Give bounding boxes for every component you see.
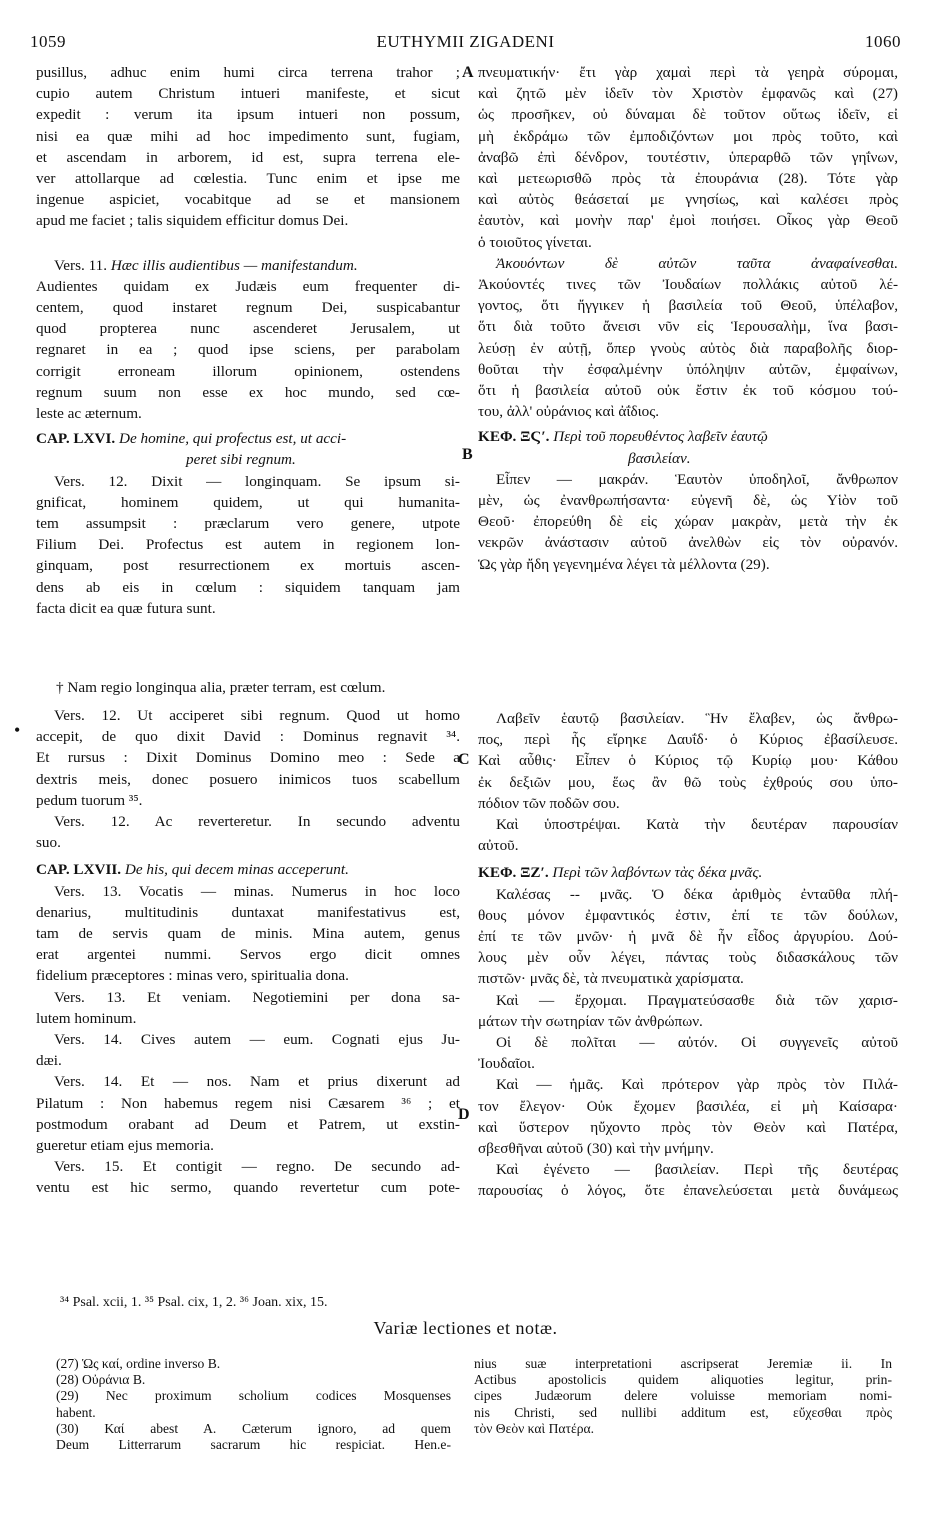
text-line: Θεοῦ· ἐπορεύθη δὲ εἰς χώραν μακρὰν, μετὰ τὴν ἐκ bbox=[478, 513, 898, 531]
note-line: habent. bbox=[56, 1404, 96, 1420]
text-line: Vers. 14. Cives autem — eum. Cognati ejus Ju- bbox=[54, 1031, 460, 1049]
text-line: Οἱ δὲ πολῖται — αὐτόν. Οἱ συγγενεῖς αὐτοῦ bbox=[496, 1034, 898, 1052]
text-line: Καὶ ὑποστρέψαι. Κατὰ τὴν δευτέραν παρουσίαν bbox=[496, 816, 898, 834]
text-line: facta dicit ea quæ futura sunt. bbox=[36, 599, 216, 617]
margin-marker-d: D bbox=[458, 1106, 470, 1123]
text-line: corrigit erroneam illorum opinionem, ostendens bbox=[36, 362, 460, 380]
text-line: πνευματικήν· ἔτι γὰρ χαμαὶ περὶ τὰ γεηρὰ σύρομαι, bbox=[478, 64, 898, 81]
margin-marker-a: A bbox=[462, 64, 474, 81]
text-line: Filium Dei. Profectus est autem in regionem lon- bbox=[36, 536, 460, 554]
text-line: postmodum orabant ad Deum et Patrem, ut exstin- bbox=[36, 1115, 460, 1133]
text-line: νεκρῶν ἀνάστασιν αὐτοῦ ἀνελθὼν εἰς τὸν οὐρανόν. bbox=[478, 534, 898, 552]
chapter-heading bbox=[36, 859, 460, 880]
latin-column bbox=[36, 62, 460, 619]
text-line: ἑαυτὸν, καὶ μονὴν παρ' ἐμοὶ ποιήσει. Οἶκος γὰρ Θεοῦ bbox=[478, 212, 898, 230]
text-line: μὲν, ὡς ἐνανθρωπήσαντα· εὐγενῆ δὲ, ὡς Υἱὸν τοῦ bbox=[478, 492, 898, 510]
text-line: πος, περὶ ἧς εἴρηκε Δαυΐδ· ὁ Κύριος ἐβασίλευσε. bbox=[478, 731, 898, 749]
text-line: Καὶ ἐγένετο — βασιλείαν. Περὶ τῆς δευτέρας bbox=[496, 1161, 898, 1179]
text-line: Et rursus : Dixit Dominus Domino meo : Sede a bbox=[36, 749, 460, 767]
text-line: gueretur etiam ejus memoria. bbox=[36, 1137, 214, 1155]
latin-paragraph-1 bbox=[36, 62, 460, 232]
greek-column bbox=[478, 62, 898, 575]
text-line: et ascendam in arborem, id est, supra terrena ele- bbox=[36, 148, 460, 166]
text-line: Ἀκούοντές τινες τῶν Ἰουδαίων πολλάκις αὐτοῦ λέ- bbox=[478, 276, 898, 294]
text-line: Vers. 13. Vocatis — minas. Numerus in hoc loco bbox=[54, 882, 460, 900]
text-line: gnificat, hominem quidem, ut qui humanita- bbox=[36, 493, 460, 511]
text-line: Καὶ — ἡμᾶς. Καὶ πρότερον γὰρ πρὸς τὸν Πιλά- bbox=[496, 1076, 898, 1094]
text-line: nisi ea quæ mihi ad hoc impedimento sunt, fugiam, bbox=[36, 127, 460, 145]
verse-heading bbox=[36, 255, 460, 276]
note-line: (28) Οὐράνια B. bbox=[56, 1372, 146, 1388]
greek-paragraph-3 bbox=[478, 469, 898, 575]
text-line: tam de servis quam de minis. Mina autem, genus bbox=[36, 925, 460, 943]
text-line: Vers. 12. Ac reverteretur. In secundo adventu bbox=[54, 813, 460, 831]
text-line: accepit, de quo dixit David : Dominus regnavit ³⁴. bbox=[36, 728, 460, 746]
text-line: καὶ μετεωρισθῶ πρὸς τὰ ἐπουράνια (28). Τότε γὰρ bbox=[478, 170, 898, 188]
latin-paragraph-2 bbox=[36, 276, 460, 424]
text-line: Audientes quidam ex Judæis eum frequenter di- bbox=[36, 277, 460, 295]
text-line: αὐτοῦ. bbox=[478, 837, 519, 855]
note-line: (27) Ὡς καί, ordine inverso B. bbox=[56, 1356, 221, 1371]
chapter-title: Περὶ τῶν λαβόντων τὰς δέκα μνᾶς. bbox=[552, 864, 763, 882]
text-line: πιστῶν· μνᾶς δὲ, τὰ πνευματικὰ χαρίσματα. bbox=[478, 970, 744, 988]
text-line: pedum tuorum ³⁵. bbox=[36, 791, 143, 809]
text-line: ἐπί τε τῶν μνῶν· ἡ μνᾶ δὲ ἦν εἶδος ἀργυρίου. Δού- bbox=[478, 928, 898, 946]
chapter-title: De homine, qui profectus est, ut acci- bbox=[118, 430, 347, 448]
note-line: τὸν Θεὸν καὶ Πατέρα. bbox=[474, 1420, 594, 1436]
text-line: lutem hominum. bbox=[36, 1009, 137, 1027]
note-line: Actibus apostolicis quidem aliquoties legitur, prin- bbox=[474, 1372, 892, 1388]
text-line: μὴ ἐκδράμω τῶν ἐμποδιζόντων μοι πρὸς τοῦτο, καὶ bbox=[478, 127, 898, 145]
text-line: dens ab eis in cœlum : siquidem tanquam jam bbox=[36, 578, 460, 596]
note-line: (30) Καί abest A. Cæterum ignoro, ad quem bbox=[56, 1420, 451, 1436]
text-line: Λαβεῖν ἑαυτῷ βασιλείαν. Ἣν ἔλαβεν, ὡς ἄνθρω- bbox=[496, 710, 898, 727]
text-line: expedit : verum ita ipsum intueri non possum, bbox=[36, 106, 460, 124]
text-line: ὁ τοιοῦτος γίνεται. bbox=[478, 233, 592, 251]
text-line: Vers. 12. Ut acciperet sibi regnum. Quod ut homo bbox=[54, 707, 460, 724]
text-line: Vers. 15. Et contigit — regno. De secundo ad- bbox=[54, 1158, 460, 1176]
scripture-footnotes: ³⁴ Psal. xcii, 1. ³⁵ Psal. cix, 1, 2. ³⁶ Joan. xix, 15. bbox=[60, 1295, 328, 1310]
text-line: regnum suum non esse ex hoc mundo, sed cœ- bbox=[36, 383, 460, 401]
text-line: Ἰουδαῖοι. bbox=[478, 1055, 535, 1073]
text-line: centem, quod instaret regnum Dei, suspicabantur bbox=[36, 299, 460, 317]
text-line: παρουσίας ὁ λόγος, ὅτε ἐπανελεύσεται μετὰ δυνάμεως bbox=[478, 1182, 898, 1200]
text-line: ὡς προσῆκεν, οὐ δύναμαι δὲ τοῦτον οὕτως ἰδεῖν, εἰ bbox=[478, 106, 898, 124]
latin-column-lower bbox=[36, 705, 460, 1199]
text-line: Vers. 13. Et veniam. Negotiemini per dona sa- bbox=[54, 988, 460, 1006]
page-header bbox=[30, 32, 901, 58]
variae-heading: Variæ lectiones et notæ. bbox=[373, 1318, 558, 1338]
chapter-title: Περὶ τοῦ πορευθέντος λαβεῖν ἑαυτῷ bbox=[553, 428, 768, 446]
text-line: ingenue aspiciet, vocabitque ad se et mansionem bbox=[36, 191, 460, 209]
chapter-number: ΚΕΦ. ΞΖʹ. bbox=[478, 864, 549, 882]
text-line: θοῦται τὴν ἐσφαλμένην ὑπόληψιν αὐτῶν, ἐμφαίνων, bbox=[478, 360, 898, 378]
text-line: λεύσῃ ἐν αὐτῇ, ὅπερ γνοὺς αὐτὸς διὰ παραβολῆς διορ- bbox=[478, 339, 898, 357]
text-line: καὶ ὕστερον ηὔχοντο πρὸς τὸν Θεὸν καὶ Πατέρα, bbox=[478, 1118, 898, 1136]
note-line: nius suæ interpretationi ascripserat Jeremiæ ii. In bbox=[474, 1356, 892, 1371]
greek-paragraph-5 bbox=[478, 884, 898, 1202]
text-line: σβεσθῆναι αὐτοῦ (30) καὶ τὴν μνήμην. bbox=[478, 1140, 714, 1158]
text-line: ἀναβῶ ἐπὶ δένδρον, τουτέστιν, ὑπεραρθῶ τῶν γηΐνων, bbox=[478, 148, 898, 166]
text-line: Καὶ — ἔρχομαι. Πραγματεύσασθε διὰ τῶν χαρισ- bbox=[496, 991, 898, 1009]
text-line: θους μόνον ἐμφαντικός ἐστιν, ἐπί τε τῶν δούλων, bbox=[478, 906, 898, 924]
text-line: Καὶ αὖθις· Εἶπεν ὁ Κύριος τῷ Κυρίῳ μου· Κάθου bbox=[478, 752, 898, 770]
margin-bullet: • bbox=[14, 720, 21, 740]
running-title: EUTHYMII ZIGADENI bbox=[376, 32, 555, 51]
text-line: ginquam, post resurrectionem ex mortuis ascen- bbox=[36, 557, 460, 575]
text-line: Εἶπεν — μακράν. Ἑαυτὸν ὑποδηλοῖ, ἄνθρωπον bbox=[496, 470, 898, 488]
text-line: του, ἀλλ' οὐράνιος καὶ ἀΐδιος. bbox=[478, 403, 660, 421]
note-line: cipes Judæorum delere voluisse memoriam nomi- bbox=[474, 1388, 892, 1404]
text-line: Pilatum : Non habemus regem nisi Cæsarem ³⁶ ; et bbox=[36, 1094, 460, 1112]
text-line: ὅτι διὰ τοῦτο ἄνεισι νῦν εἰς Ἱερουσαλὴμ, ἵνα βασι- bbox=[478, 318, 898, 336]
text-line: ὅτι ἡ βασιλεία αὐτοῦ οὐκ ἔστιν ἐκ τοῦ κόσμου τού- bbox=[478, 382, 898, 400]
text-line: suo. bbox=[36, 834, 61, 852]
latin-paragraph-4 bbox=[36, 705, 460, 853]
text-line: ἐκ δεξιῶν μου, ἕως ἂν θῶ τοὺς ἐχθρούς σου ὑπο- bbox=[478, 773, 898, 791]
notes-left-column bbox=[56, 1356, 451, 1453]
text-line: μάτων τὴν σωτηρίαν τῶν ἀνθρώπων. bbox=[478, 1012, 703, 1030]
full-width-note: † Nam regio longinqua alia, præter terram, est cœlum. bbox=[56, 679, 386, 696]
text-line: Καλέσας -- μνᾶς. Ὁ δέκα ἀριθμὸς ἐνταῦθα πλή- bbox=[496, 885, 898, 903]
text-line: denarius, multitudinis duntaxat manifestativus est, bbox=[36, 903, 460, 921]
greek-paragraph-4 bbox=[478, 708, 898, 856]
note-line: nis Christi, sed nullibi additum est, εὔχεσθαι πρὸς bbox=[474, 1404, 892, 1420]
verse-label: Vers. 11. bbox=[54, 256, 108, 274]
verse-lemma: Hæc illis audientibus — manifestandum. bbox=[110, 256, 358, 274]
text-line: regnaret in ea ; quod ipse sciens, per parabolam bbox=[36, 341, 460, 359]
margin-marker-b: B bbox=[462, 446, 473, 463]
notes-right-column bbox=[474, 1356, 892, 1437]
chapter-title: De his, qui decem minas acceperunt. bbox=[124, 861, 349, 879]
text-line: Ἀκουόντων δὲ αὐτῶν ταῦτα ἀναφαίνεσθαι. bbox=[496, 254, 898, 272]
text-line: ver attollarque ad cœlestia. Tunc enim et ipse me bbox=[36, 170, 460, 188]
margin-marker-c: C bbox=[458, 751, 470, 768]
page-number-left: 1059 bbox=[30, 32, 66, 51]
greek-paragraph-1 bbox=[478, 62, 898, 253]
greek-paragraph-2 bbox=[478, 253, 898, 423]
text-line: apud me faciet ; talis siquidem efficitur domus Dei. bbox=[36, 212, 349, 230]
text-line: tem assumpsit : præclarum vero genere, utpote bbox=[36, 515, 460, 533]
chapter-number: CAP. LXVI. bbox=[36, 430, 116, 448]
greek-column-lower bbox=[478, 708, 898, 1202]
text-line: γοντος, ὅτι ἤγγικεν ἡ βασιλεία τοῦ Θεοῦ, ὑπέλαβον, bbox=[478, 297, 898, 315]
chapter-heading bbox=[478, 862, 898, 883]
text-line: Ὡς γὰρ ἤδη γεγενημένα λέγει τὰ μέλλοντα (29). bbox=[478, 555, 770, 573]
text-line: τον ἔλεγον· Οὐκ ἔχομεν βασιλέα, εἰ μὴ Καίσαρα· bbox=[478, 1097, 898, 1115]
text-line: Vers. 12. Dixit — longinquam. Se ipsum si- bbox=[54, 472, 460, 490]
text-line: πόδιον τῶν ποδῶν σου. bbox=[478, 794, 620, 812]
chapter-number: ΚΕΦ. ΞϚʹ. bbox=[478, 428, 550, 446]
chapter-heading bbox=[36, 428, 460, 449]
text-line: leste ac æternum. bbox=[36, 405, 142, 423]
latin-paragraph-3 bbox=[36, 471, 460, 619]
text-line: καὶ ζητῶ μὲν ἰδεῖν τὸν Χριστὸν ἐμφανῶς καὶ (27) bbox=[478, 85, 898, 103]
text-line: pusillus, adhuc enim humi circa terrena trahor ; bbox=[36, 64, 460, 81]
text-line: λους μὲν οὖν λέγει, πάντας τοὺς διδασκάλους τῶν bbox=[478, 949, 898, 967]
text-line: dextris meis, donec posuero inimicos tuos scabellum bbox=[36, 770, 460, 788]
chapter-number: CAP. LXVII. bbox=[36, 861, 122, 879]
page-number-right: 1060 bbox=[865, 32, 901, 51]
text-line: quod propterea nunc ascenderet Jerusalem, ut bbox=[36, 320, 460, 338]
note-line: (29) Nec proximum scholium codices Mosquenses bbox=[56, 1388, 451, 1404]
chapter-title-cont: βασιλείαν. bbox=[628, 449, 691, 467]
latin-paragraph-5 bbox=[36, 881, 460, 1199]
text-line: dæi. bbox=[36, 1052, 62, 1070]
text-line: fidelium præceptores : minas vero, spiritualia dona. bbox=[36, 967, 349, 985]
text-line: καὶ αὐτὸς θεάσεταί με γνησίως, καὶ καλέσει πρὸς bbox=[478, 191, 898, 209]
note-line: Deum Litterrarum sacrarum hic respiciat. Hen.e- bbox=[56, 1437, 451, 1453]
text-line: ventu est hic sermo, quando revertetur cum pote- bbox=[36, 1179, 460, 1197]
text-line: erat argentei nummi. Servos ergo dicit omnes bbox=[36, 946, 460, 964]
chapter-title-cont: peret sibi regnum. bbox=[186, 451, 296, 469]
chapter-heading bbox=[478, 426, 898, 447]
text-line: Vers. 14. Et — nos. Nam et prius dixerunt ad bbox=[54, 1073, 460, 1091]
text-line: cupio autem Christum intueri manifeste, et sicut bbox=[36, 85, 460, 103]
